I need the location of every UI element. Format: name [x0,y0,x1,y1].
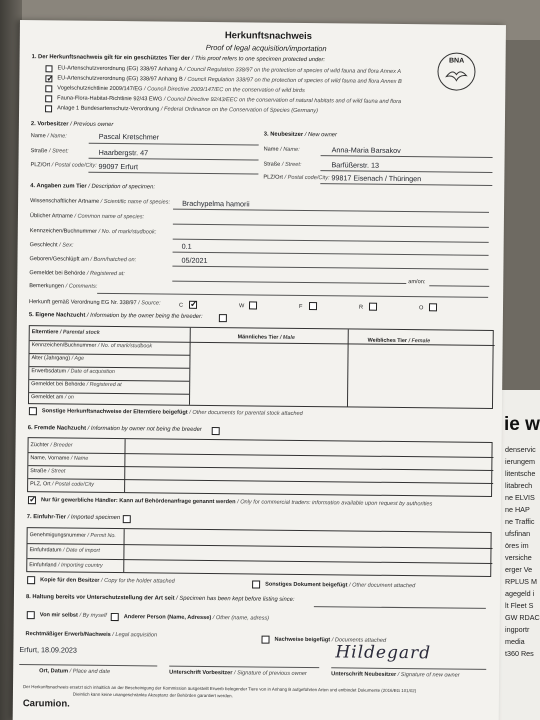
prev-zip-value: 99097 Erfurt [98,161,139,172]
common-name-label: Üblicher Artname / Common name of species: [29,213,145,221]
regulation-option: Vogelschutzrichtlinie 2009/147/EG / Council Directive 2009/147/EC on the conservation of wild birds [57,85,305,94]
new-name-value: Anna-Maria Barsakov [331,145,401,155]
section8-line [314,606,486,609]
new-signature-label: Unterschrift Neubesitzer / Signature of new owner [331,671,460,679]
side-document-line: GW RDAC [505,613,540,622]
section6-heading: 6. Fremde Nachzucht / Information by owner not being the breeder [27,425,202,433]
side-document-line: t360 Res [505,649,534,658]
prev-street-line [89,158,259,161]
self-label: Von mir selbst / By myself [39,612,107,619]
regulation-option: Fauna-Flora-Habitat-Richtlinie 92/43 EWG / Council Directive 92/43/EEC on the conservation of natural habitats and of wild fauna and flora [57,95,402,105]
table-row-label: Name, Vorname / Name [30,455,89,462]
bna-logo [437,52,475,90]
table-row-label: Alter (Jahrgang) / Age [31,355,85,362]
mark-line [173,239,489,243]
new-owner-signature: Hildegard [335,642,432,664]
evidence-label: Nachweise beigefügt / Documents attached [274,636,387,644]
side-document-line: ne Traffic [505,517,535,526]
born-line [172,266,488,270]
place-date-label: Ort, Datum / Place and date [39,668,111,675]
import-checkbox[interactable] [123,515,131,523]
foreign-breeding-checkbox[interactable] [212,427,220,435]
prev-signature-label: Unterschrift Vorbesitzer / Signature of previous owner [169,669,307,678]
section7-heading: 7. Einfuhr-Tier / Imported specimen [26,514,121,522]
sci-name-value: Brachypelma hamorii [182,198,250,209]
new-zip-label: PLZ/Ort / Postal code/City: [263,174,330,182]
sex-label: Geschlecht / Sex: [29,242,74,249]
section5-heading: 5. Eigene Nachzucht / Information by the owner being the breeder: [28,312,203,320]
table-row-label: Erwerbsdatum / Date of acquisition [31,368,115,376]
side-document-line: lt Fleet S [505,601,534,610]
other-doc-label: Sonstiges Dokument beigefügt / Other document attached [265,581,416,590]
male-header: Männliches Tier / Male [237,334,295,341]
side-document-line: ne ELVIS [505,493,535,502]
section3-heading: 3. Neubesitzer / New owner [263,131,337,139]
source-checkbox[interactable] [309,302,317,310]
prev-signature-line [169,666,319,669]
sci-name-line [173,209,489,213]
mark-label: Kennzeichen/Buchnummer / No. of mark/studbook: [29,228,157,236]
footer-line-1: Der Herkunftsnachweis ersetzt sich inhaltlich an der Bescheinigung der Kommission ausgestellt Erwerb belegender Tiere von in Anhang B aufgeführten Arten und entbindet Dokumente (2016/EG 101/02) [22,684,417,694]
female-header: Weibliches Tier / Female [367,337,431,345]
section4-heading: 4. Angaben zum Tier / Description of specimen: [30,183,155,191]
place-date-line [19,664,157,666]
new-name-label: Name / Name: [263,146,300,153]
prev-zip-line [88,172,258,175]
evidence-checkbox[interactable] [261,636,269,644]
place-date-value: Erfurt, 18.09.2023 [19,645,77,655]
new-signature-line [331,667,486,670]
bna-logo-text: BNA [448,57,465,65]
side-document-line: ingportr [505,625,530,634]
source-code-label: O [418,305,424,312]
table-row-label: Straße / Street [30,468,66,475]
sex-value: 0.1 [181,241,192,251]
own-breeding-checkbox[interactable] [219,314,227,322]
table-row-label: Einfuhrdatum / Date of import [29,547,100,554]
source-checkbox[interactable] [249,301,257,309]
side-document-line: ne HAP [505,505,530,514]
born-label: Geboren/Geschlüpft am / Born/hatched on: [29,256,137,264]
prev-street-value: Haarbergstr. 47 [98,147,149,158]
new-zip-line [320,183,492,186]
side-document-lines [498,444,540,660]
source-checkbox[interactable] [189,301,197,309]
page-title: Herkunftsnachweis [224,30,313,43]
registered-on-line [429,285,489,287]
prev-street-label: Straße / Street: [30,148,69,155]
page-subtitle: Proof of legal acquisition/importation [205,42,327,54]
side-document-line: litentsche [505,469,536,478]
footer-line-2: Dieinlich kann keine unangeschränkte Akzeptanz der Behörden garantiert werden. [72,691,233,699]
source-checkbox[interactable] [369,303,377,311]
bird-icon [444,66,468,82]
regulation-option: EU-Artenschutzverordnung (EG) 338/97 Anhang B / Council Regulation 338/97 on the protection of species of wild fauna and flora Annex B [57,75,402,86]
regulation-option: Anlage 1 Bundesartenschutz-Verordnung / Federal Ordinance on the Conservation of Species (Germany) [57,105,318,115]
side-document-line: agegeld i [505,589,535,598]
section2-heading: 2. Vorbesitzer / Previous owner [30,121,114,128]
breeder-table [27,437,493,497]
side-document-line: litabrech [505,481,533,490]
self-checkbox[interactable] [27,611,35,619]
common-name-line [173,224,489,228]
section1-heading: 1. Der Herkunftsnachweis gilt für ein geschütztes Tier der / This proof refers to one specimen protected under: [31,54,326,64]
side-document-line: ierungem [505,457,535,466]
remarks-line [97,293,488,298]
other-person-label: Anderer Person (Name, Adresse) / Other (name, adress) [123,614,270,622]
source-code-label: F [298,303,303,310]
parents-docs-checkbox[interactable] [29,407,37,415]
section8-heading: 8. Haltung bereits vor Unterschutzstellung der Art seit / Specimen has been kept before listing since: [25,594,295,603]
table-row-label: Gemeldet bei Behörde / Registered at [31,381,122,389]
side-document-line: media [505,637,525,646]
registered-line [172,281,406,284]
registered-on-label: am/on: [408,279,426,286]
table-row-label: Kennzeichen/Buchnummer / No. of mark/studbook [31,342,153,350]
sci-name-label: Wissenschaftlicher Artname / Scientific name of species: [30,198,171,206]
side-document-heading: ie w [504,414,540,435]
new-street-label: Straße / Street: [263,161,302,168]
new-name-line [321,155,493,158]
dealer-checkbox[interactable] [28,496,36,504]
source-code-label: C [178,302,184,309]
copy-owner-label: Kopie für den Besitzer / Copy for the holder attached [40,577,175,585]
parents-docs-label: Sonstige Herkunftsnachweise der Elterntiere beigefügt / Other documents for parental stock attached [41,408,303,417]
parents-table [28,325,494,409]
remarks-label: Bemerkungen / Comments: [29,283,98,290]
copy-owner-checkbox[interactable] [27,576,35,584]
brand-logo: Carumion. [22,698,70,710]
side-document-line: öres im [505,541,529,550]
regulation-checkbox[interactable] [45,65,52,72]
parents-header: Elterntiere / Parental stock [31,329,100,336]
table-row-label: Genehmigungsnummer / Permit No. [29,532,116,540]
acquisition-label: Rechtmäßiger Erwerb/Nachweis / Legal acquisition [25,631,158,639]
source-checkbox[interactable] [429,303,437,311]
side-document-line: erger Ve [505,565,533,574]
side-document [498,390,540,720]
source-code-label: R [358,304,364,311]
regulation-checkbox[interactable] [45,75,52,82]
table-row-label: Gemeldet am / on [31,394,74,401]
table-row-label: Einfuhrland / Importing country [29,562,103,569]
prev-zip-label: PLZ/Ort / Postal code/City: [30,162,97,169]
regulation-checkbox[interactable] [45,85,52,92]
other-doc-checkbox[interactable] [252,580,260,588]
regulation-checkbox[interactable] [45,105,52,112]
source-label: Herkunft gemäß Verordnung EG Nr. 338/97 / Source: [29,299,161,307]
side-document-line: RPLUS M [505,577,537,586]
dealer-label: Nur für gewerbliche Händler: Kann auf Behördenanfrage genannt werden / Only for commercial traders: information available upon request by authorities [40,497,433,508]
prev-name-label: Name / Name: [30,133,67,140]
table-row-label: Züchter / Breeder [30,442,73,449]
new-street-value: Barfüßerstr. 13 [331,160,380,170]
side-document-line: versiche [505,553,532,562]
table-row-label: PLZ, Ort / Postal code/City [30,481,94,488]
born-value: 05/2021 [181,255,208,265]
side-document-line: denservic [505,445,536,454]
registered-label: Gemeldet bei Behörde / Registered at: [29,270,125,278]
regulation-option: EU-Artenschutzverordnung (EG) 338/97 Anhang A / Council Regulation 338/97 on the protection of species of wild fauna and flora Annex A [57,65,402,75]
side-document-line: ufsfinan [505,529,531,538]
regulation-checkbox[interactable] [45,95,52,102]
prev-name-line [89,143,259,146]
certificate-paper [13,20,506,720]
source-code-label: W [238,303,245,310]
import-table [26,527,491,577]
prev-name-value: Pascal Kretschmer [98,131,160,142]
sex-line [173,252,489,256]
new-zip-value: 99817 Eisenach / Thüringen [331,173,422,184]
other-person-checkbox[interactable] [111,613,119,621]
